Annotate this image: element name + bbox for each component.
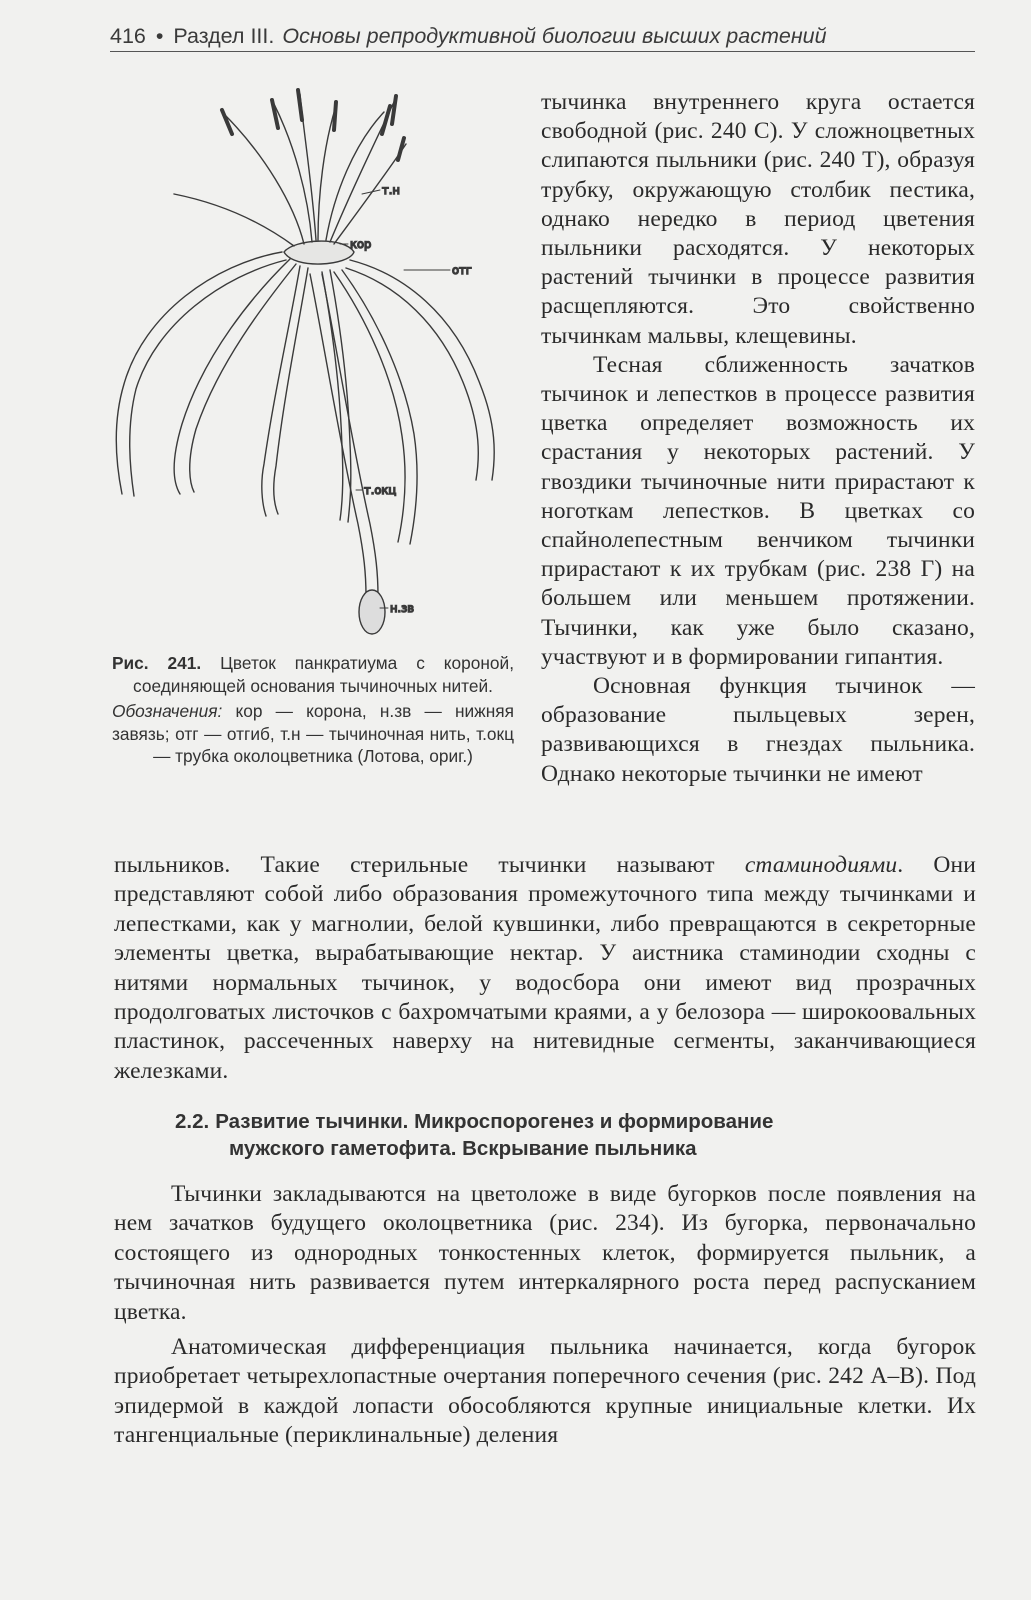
caption-main: [112, 652, 514, 697]
section-number: 2.2.: [175, 1110, 210, 1133]
section-heading: [175, 1108, 935, 1162]
legend-text: кор — корона, н.зв — нижняя завязь; отг — отгиб, т.н — тычиночная нить, т.окц — трубка околоцветника (Лотова, ориг.): [112, 701, 514, 766]
tepal-lobes: [116, 252, 494, 544]
anthers: [222, 90, 404, 160]
full-width-text: [114, 851, 976, 1086]
label-tn: т.н: [382, 183, 400, 197]
figure-pancratium-flower: [104, 84, 524, 644]
staminodia-before: пыльников. Такие стерильные тычинки называют: [114, 852, 715, 878]
corona: [284, 241, 354, 264]
column-paragraph-2: Тесная сближенность зачатков тычинок и лепестков в процессе развития цветка определяет возможность их срастания у некоторых растений. У гвоздики тычиночные нити прирастают к ноготкам лепестков. В цветках со спайнолепестным венчиком тычинки прирастают к их трубкам (рис. 238 Г) на большем или меньшем протяжении. Тычинки, как уже было сказано, участвуют и в формировании гипантия.: [541, 351, 975, 670]
legend-label: Обозначения:: [112, 701, 223, 721]
staminodia-paragraph: [114, 851, 976, 1086]
label-nzv: н.зв: [390, 601, 415, 615]
label-otg: отг: [452, 263, 472, 277]
figure-caption: [112, 652, 514, 768]
caption-text: Цветок панкратиума с короной, соединяющей основания тычиночных нитей.: [133, 653, 514, 696]
stamen-filaments: [174, 94, 406, 246]
staminodia-after: . Они представляют собой либо образования промежуточного типа между тычинками и лепестками, как у магнолии, белой кувшинки, либо превращаются в секреторные элементы цветка, вырабатывающие нектар. У аистника стаминодии сходны с нитями нормальных тычинок, у водосбора они имеют вид прозрачных продолговатых листочков с бахромчатыми краями, а у белозора — широкоовальных пластинок, рассеченных наверху на нитевидные сегменты, заканчивающиеся железками.: [114, 852, 977, 1084]
section-heading-line1: Развитие тычинки. Микроспорогенез и формирование: [215, 1110, 774, 1133]
page-number: 416: [110, 24, 146, 48]
running-header: [110, 24, 975, 52]
flower-drawing: [104, 84, 524, 644]
caption-legend: [112, 700, 514, 768]
right-column-text: [541, 88, 975, 789]
section-paragraph-2: Анатомическая дифференциация пыльника начинается, когда бугорок приобретает четырехлопастные очертания поперечного сечения (рис. 242 А–В). Под эпидермой в каждой лопасти обособляются крупные инициальные клетки. Их тангенциальные (периклинальные) деления: [114, 1334, 976, 1449]
column-paragraph-1: тычинка внутреннего круга остается свободной (рис. 240 С). У сложноцветных слипаются пыльники (рис. 240 Т), образуя трубку, окружающую столбик пестика, однако нередко в период цветения пыльники расходятся. У некоторых растений тычинки в процессе развития расщепляются. Это свойственно тычинкам мальвы, клещевины.: [541, 89, 975, 349]
perianth-tube: [310, 274, 378, 596]
inferior-ovary: [359, 590, 385, 634]
label-tokc: т.окц: [364, 483, 397, 497]
section-body: [114, 1180, 976, 1451]
caption-label: Рис. 241.: [112, 653, 202, 673]
staminodia-term: стаминодиями: [744, 852, 898, 878]
label-kor: кор: [350, 237, 372, 251]
section-heading-line2: мужского гаметофита. Вскрывание пыльника: [229, 1137, 697, 1160]
column-paragraph-3: Основная функция тычинок — образование пыльцевых зерен, развивающихся в гнездах пыльника. Однако некоторые тычинки не имеют: [541, 673, 975, 787]
header-title: Основы репродуктивной биологии высших растений: [282, 24, 827, 48]
section-paragraph-1: Тычинки закладываются на цветоложе в виде бугорков после появления на нем зачатков будущего околоцветника (рис. 234). Из бугорка, первоначально состоящего из однородных тонкостенных клеток, формируется пыльник, а тычиночная нить развивается путем интеркалярного роста перед распусканием цветка.: [114, 1181, 976, 1325]
header-section: Раздел III.: [173, 24, 275, 48]
header-bullet: •: [155, 24, 164, 48]
